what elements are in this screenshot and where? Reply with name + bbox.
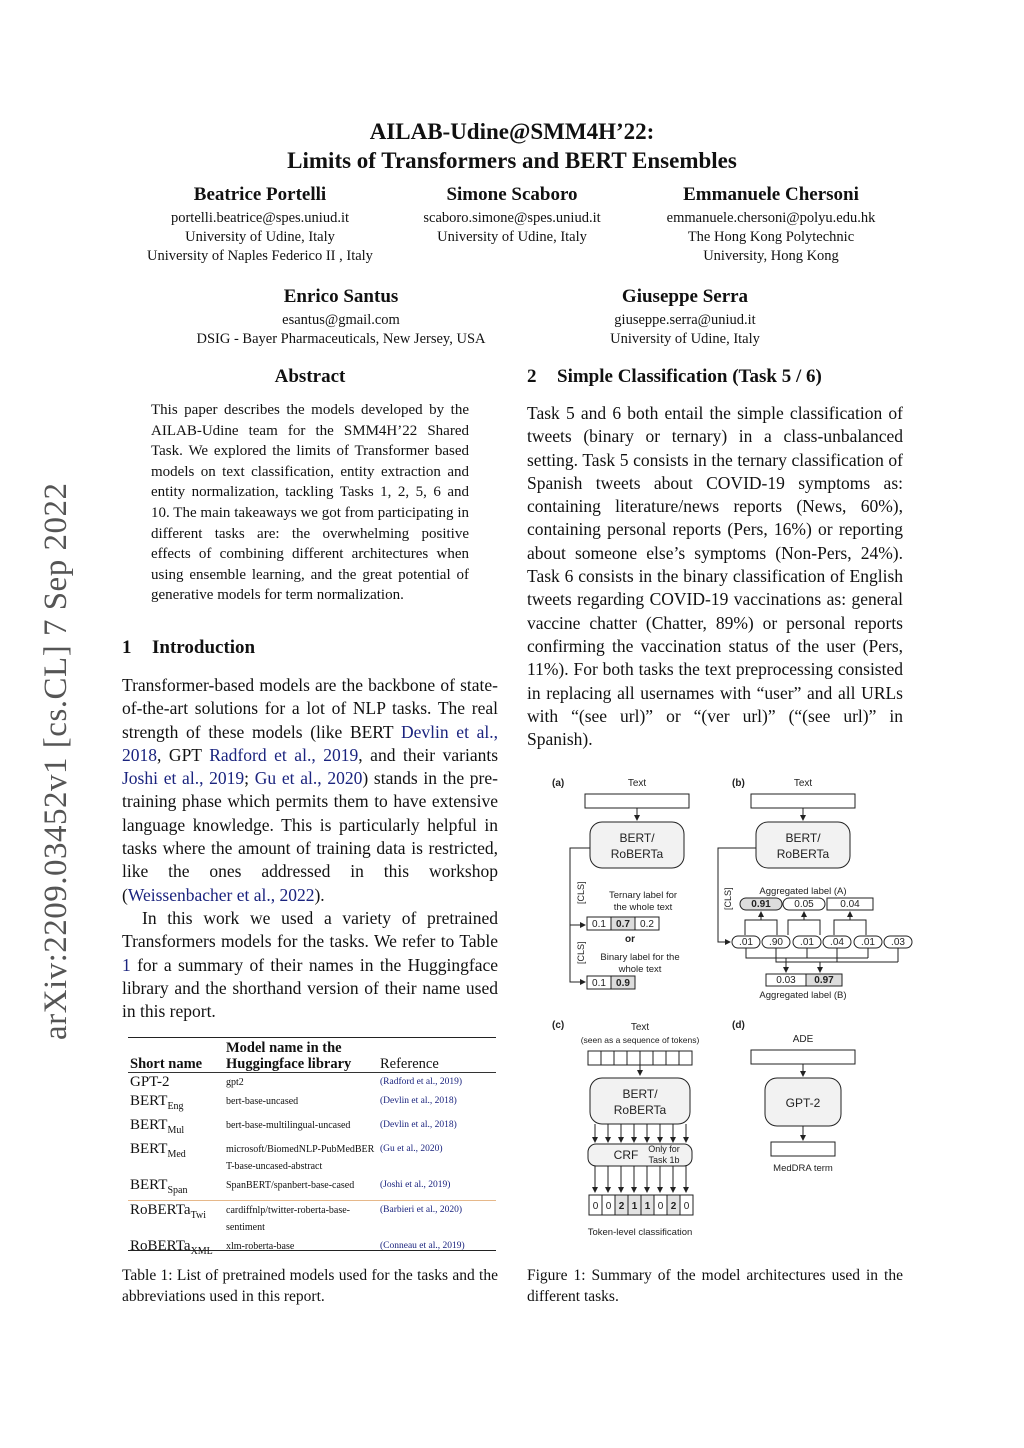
panel-c-model-block bbox=[590, 1078, 690, 1124]
author-email: esantus@gmail.com bbox=[282, 312, 400, 328]
arrow bbox=[804, 920, 820, 935]
short-name: BERT bbox=[130, 1141, 168, 1157]
cls-label: [CLS] bbox=[576, 881, 586, 904]
author-email: emmanuele.chersoni@polyu.edu.hk bbox=[666, 210, 876, 226]
model-label: BERT/ bbox=[622, 1087, 658, 1101]
token-label: 1 bbox=[644, 1201, 651, 1212]
pair-value: .01 bbox=[739, 937, 753, 948]
agg-a-value: 0.04 bbox=[840, 899, 860, 910]
short-name-cell bbox=[128, 1116, 224, 1140]
short-name-cell bbox=[128, 1176, 224, 1201]
model-label: RoBERTa bbox=[610, 847, 664, 861]
ternary-value: 0.1 bbox=[592, 919, 606, 930]
token-label: 0 bbox=[683, 1201, 690, 1212]
short-name: BERT bbox=[130, 1093, 168, 1109]
crf-note: Only for bbox=[648, 1144, 680, 1154]
abstract-heading: Abstract bbox=[274, 366, 346, 387]
crf-label: CRF bbox=[613, 1148, 639, 1162]
short-name-cell bbox=[128, 1073, 224, 1093]
author-name: Emmanuele Chersoni bbox=[683, 184, 859, 205]
short-name-cell bbox=[128, 1201, 224, 1238]
text-run: , and their variants bbox=[358, 744, 499, 765]
reference-cell[interactable]: (Radford et al., 2019) bbox=[380, 1077, 463, 1087]
reference-cell[interactable]: (Barbieri et al., 2020) bbox=[380, 1205, 463, 1215]
panel-c-text-label: Text bbox=[630, 1022, 650, 1033]
text-run: Transformer-based models are the backbone of state-of-the-art solutions for a lot of NLP tasks. The real strength of these models (like BERT bbox=[122, 675, 498, 742]
ternary-label: the whole text bbox=[613, 902, 673, 913]
binary-value: 0.1 bbox=[592, 978, 606, 989]
section-title: Simple Classification (Task 5 / 6) bbox=[557, 366, 822, 387]
ade-label: ADE bbox=[792, 1034, 814, 1045]
citation-link[interactable]: Joshi et al., 2019 bbox=[122, 768, 245, 789]
short-name: BERT bbox=[130, 1177, 168, 1193]
paper-title bbox=[0, 117, 1024, 175]
section-2-body: Task 5 and 6 both entail the simple classification of tweets (binary or ternary) in a class-unbalanced setting. Task 5 consists in the ternary classification of Spanish tweets about COVID-19 symptoms as: containing literature/news reports (News, 60%), containing personal reports (Pers, 16%) or reporting about someone else’s symptoms (Non-Pers, 24%). Task 6 consists in the binary classification of English tweets regarding COVID-19 vaccinations as: general vaccine chatter (Chatter, 89%) or personal reports confirming the vaccination status of the user (Pers, 11%). For both tasks the text preprocessing consisted in replacing all usernames with “user” and all URLs with “(see url)” or “(ver url)” (“(see url)” in Spanish). bbox=[527, 403, 903, 750]
citation-link[interactable]: Weissenbacher et al., 2022 bbox=[127, 884, 315, 905]
reference-cell[interactable]: (Conneau et al., 2019) bbox=[380, 1241, 465, 1251]
arrow bbox=[834, 912, 850, 935]
pair-value: .01 bbox=[861, 937, 875, 948]
panel-a-text-label: Text bbox=[627, 778, 647, 789]
panel-d-output-box bbox=[771, 1142, 835, 1156]
panel-b-input-box bbox=[751, 794, 855, 808]
panel-c-label: (c) bbox=[552, 1020, 565, 1031]
short-name-subscript: XML bbox=[190, 1246, 213, 1257]
text-run: In this work we used a variety of pretrained Transformers models for the tasks. We refer to Table bbox=[122, 907, 498, 952]
section-2-heading bbox=[527, 366, 822, 388]
agg-a-label: Aggregated label (A) bbox=[759, 886, 847, 897]
citation-link[interactable]: Radford et al., 2019 bbox=[209, 744, 359, 765]
table-top-rule bbox=[128, 1037, 496, 1038]
intro-paragraph-1 bbox=[122, 674, 498, 907]
author-affiliation: University of Udine, Italy bbox=[437, 229, 587, 245]
author-name: Enrico Santus bbox=[283, 286, 399, 307]
author-block-scaboro bbox=[400, 181, 624, 247]
short-name: BERT bbox=[130, 1117, 168, 1133]
table-row bbox=[128, 1201, 496, 1238]
section-number: 2 bbox=[527, 366, 537, 387]
reference-cell[interactable]: (Gu et al., 2020) bbox=[380, 1144, 443, 1154]
author-affiliation: University of Naples Federico II , Italy bbox=[147, 248, 373, 264]
intro-paragraph-2 bbox=[122, 907, 498, 1023]
pair-value: .90 bbox=[769, 937, 783, 948]
model-label: RoBERTa bbox=[613, 1103, 667, 1117]
token-label: 1 bbox=[631, 1201, 638, 1212]
short-name-subscript: Twi bbox=[190, 1210, 206, 1221]
token-caption: Token-level classification bbox=[587, 1227, 693, 1238]
panel-d-input-box bbox=[751, 1050, 855, 1064]
agg-a-value: 0.91 bbox=[751, 899, 771, 910]
cls-label: [CLS] bbox=[723, 887, 733, 910]
model-label: RoBERTa bbox=[776, 847, 830, 861]
author-email: scaboro.simone@spes.uniud.it bbox=[423, 210, 601, 226]
agg-a-value: 0.05 bbox=[794, 899, 814, 910]
abstract-text: This paper describes the models developed by the AILAB-Udine team for the SMM4H’22 Shared Task. We explored the limits of Transformer based models on text classification, entity extraction and entity normalization, tackling Tasks 1, 2, 5, 6 and 10. The main takeaways we got from participating in different tasks are: the overwhelming positive effects of combining different architectures when using ensemble learning, and the great potential of generative models for term normalization. bbox=[151, 402, 469, 604]
author-affiliation: University of Udine, Italy bbox=[185, 229, 335, 245]
arrow bbox=[850, 920, 866, 935]
header-line: Huggingface library bbox=[226, 1056, 352, 1072]
short-name: RoBERTa bbox=[130, 1202, 191, 1218]
author-email: giuseppe.serra@uniud.it bbox=[614, 312, 756, 328]
author-block-serra bbox=[580, 283, 790, 349]
author-affiliation: University, Hong Kong bbox=[703, 248, 839, 264]
short-name-cell bbox=[128, 1092, 224, 1116]
author-affiliation: DSIG - Bayer Pharmaceuticals, New Jersey, USA bbox=[196, 331, 486, 347]
binary-label: Binary label for the bbox=[600, 952, 680, 963]
citation-link[interactable]: Gu et al., 2020 bbox=[254, 768, 363, 789]
panel-a-label: (a) bbox=[552, 778, 565, 789]
author-email: portelli.beatrice@spes.uniud.it bbox=[170, 210, 350, 226]
col-header-short: Short name bbox=[130, 1056, 203, 1072]
short-name-cell bbox=[128, 1237, 224, 1261]
model-name-cell: microsoft/BiomedNLP-PubMedBERT-base-uncased-abstract bbox=[226, 1144, 375, 1172]
section-number: 1 bbox=[122, 637, 132, 658]
or-label: or bbox=[625, 934, 635, 945]
binary-value: 0.9 bbox=[616, 978, 630, 989]
agg-b-value: 0.97 bbox=[814, 975, 834, 986]
table-caption: Table 1: List of pretrained models used for the tasks and the abbreviations used in this report. bbox=[122, 1267, 498, 1305]
col-header-model bbox=[224, 1040, 378, 1073]
table-row bbox=[128, 1092, 496, 1116]
reference-cell[interactable]: (Joshi et al., 2019) bbox=[380, 1180, 451, 1190]
arrow bbox=[788, 912, 804, 935]
header-line: Model name in the bbox=[226, 1040, 342, 1056]
binary-label: whole text bbox=[618, 964, 662, 975]
model-name-cell: bert-base-uncased bbox=[226, 1096, 299, 1107]
panel-c-subtext: (seen as a sequence of tokens) bbox=[580, 1035, 700, 1045]
author-name: Simone Scaboro bbox=[446, 184, 578, 205]
pair-value: .03 bbox=[891, 937, 905, 948]
arxiv-stamp: arXiv:2209.03452v1 [cs.CL] 7 Sep 2022 bbox=[38, 482, 74, 1040]
text-run: ; bbox=[244, 768, 255, 789]
crf-note: Task 1b bbox=[648, 1155, 680, 1165]
panel-a-input-box bbox=[585, 794, 689, 808]
panel-b-label: (b) bbox=[732, 778, 745, 789]
text-run: ). bbox=[314, 884, 325, 905]
arrow bbox=[761, 920, 777, 935]
panel-a-model-block bbox=[590, 822, 684, 868]
col-header-reference: Reference bbox=[380, 1056, 439, 1072]
short-name: RoBERTa bbox=[130, 1238, 191, 1254]
short-name-cell bbox=[128, 1140, 224, 1176]
panel-b-model-block bbox=[756, 822, 850, 868]
author-block-portelli bbox=[122, 181, 398, 266]
short-name-subscript: Mul bbox=[167, 1125, 185, 1136]
model-label: BERT/ bbox=[785, 831, 821, 845]
text-run: for a summary of their names in the Huggingface library and the shorthand version of their name used in this report. bbox=[122, 954, 498, 1022]
table-row bbox=[128, 1237, 496, 1261]
pair-value: .01 bbox=[800, 937, 814, 948]
author-name: Beatrice Portelli bbox=[193, 184, 327, 205]
token-label: 2 bbox=[618, 1201, 625, 1212]
reference-cell[interactable]: (Devlin et al., 2018) bbox=[380, 1096, 457, 1106]
ternary-label: Ternary label for bbox=[608, 890, 678, 901]
intro-body bbox=[122, 674, 498, 1023]
ternary-value: 0.7 bbox=[616, 919, 630, 930]
author-affiliation: University of Udine, Italy bbox=[610, 331, 760, 347]
table-bottom-rule bbox=[128, 1250, 496, 1251]
table-row bbox=[128, 1176, 496, 1201]
table-row bbox=[128, 1140, 496, 1176]
ternary-value: 0.2 bbox=[640, 919, 654, 930]
table-reference-link[interactable]: 1 bbox=[122, 954, 131, 975]
text-run: ) stands in the pre-training phase which permits them to have extensive language knowledge. This is particularly helpful in tasks where the amount of training data is restricted, like the ones addressed in this workshop ( bbox=[122, 768, 498, 905]
model-name-cell: xlm-roberta-base bbox=[226, 1241, 295, 1252]
table-row bbox=[128, 1073, 496, 1093]
short-name: GPT-2 bbox=[130, 1074, 170, 1090]
cls-label: [CLS] bbox=[576, 941, 586, 964]
meddra-label: MedDRA term bbox=[773, 1163, 833, 1174]
model-label: BERT/ bbox=[619, 831, 655, 845]
short-name-subscript: Span bbox=[167, 1185, 188, 1196]
model-name-cell: cardiffnlp/twitter-roberta-base-sentiment bbox=[226, 1205, 350, 1233]
agg-b-value: 0.03 bbox=[776, 975, 796, 986]
arrow bbox=[745, 912, 761, 935]
table-row bbox=[128, 1116, 496, 1140]
model-label: GPT-2 bbox=[785, 1096, 821, 1110]
model-name-cell: bert-base-multilingual-uncased bbox=[226, 1120, 351, 1131]
author-name: Giuseppe Serra bbox=[621, 286, 749, 307]
token-label: 0 bbox=[657, 1201, 664, 1212]
section-1-heading bbox=[122, 637, 255, 659]
title-line-1: AILAB-Udine@SMM4H’22: bbox=[369, 119, 655, 144]
citation-link[interactable]: Devlin et al., 2018 bbox=[122, 721, 498, 765]
token-label: 0 bbox=[592, 1201, 599, 1212]
panel-b-text-label: Text bbox=[793, 778, 813, 789]
text-run: , GPT bbox=[157, 744, 210, 765]
author-block-santus bbox=[180, 283, 502, 349]
token-label: 0 bbox=[605, 1201, 612, 1212]
table-header-row bbox=[128, 1040, 496, 1073]
token-label: 2 bbox=[670, 1201, 677, 1212]
model-name-cell: SpanBERT/spanbert-base-cased bbox=[226, 1180, 355, 1191]
author-affiliation: The Hong Kong Polytechnic bbox=[687, 229, 855, 245]
agg-b-label: Aggregated label (B) bbox=[759, 990, 847, 1001]
pair-value: .04 bbox=[830, 937, 844, 948]
short-name-subscript: Med bbox=[167, 1149, 186, 1160]
models-table bbox=[128, 1040, 496, 1261]
title-line-2: Limits of Transformers and BERT Ensembles bbox=[287, 148, 737, 173]
section-title: Introduction bbox=[152, 637, 256, 658]
author-block-chersoni bbox=[640, 181, 902, 266]
figure-caption: Figure 1: Summary of the model architectures used in the different tasks. bbox=[527, 1267, 903, 1305]
short-name-subscript: Eng bbox=[167, 1101, 184, 1112]
model-name-cell: gpt2 bbox=[226, 1077, 244, 1088]
figure-1-diagram bbox=[540, 770, 920, 1250]
reference-cell[interactable]: (Devlin et al., 2018) bbox=[380, 1120, 457, 1130]
panel-d-label: (d) bbox=[732, 1020, 745, 1031]
